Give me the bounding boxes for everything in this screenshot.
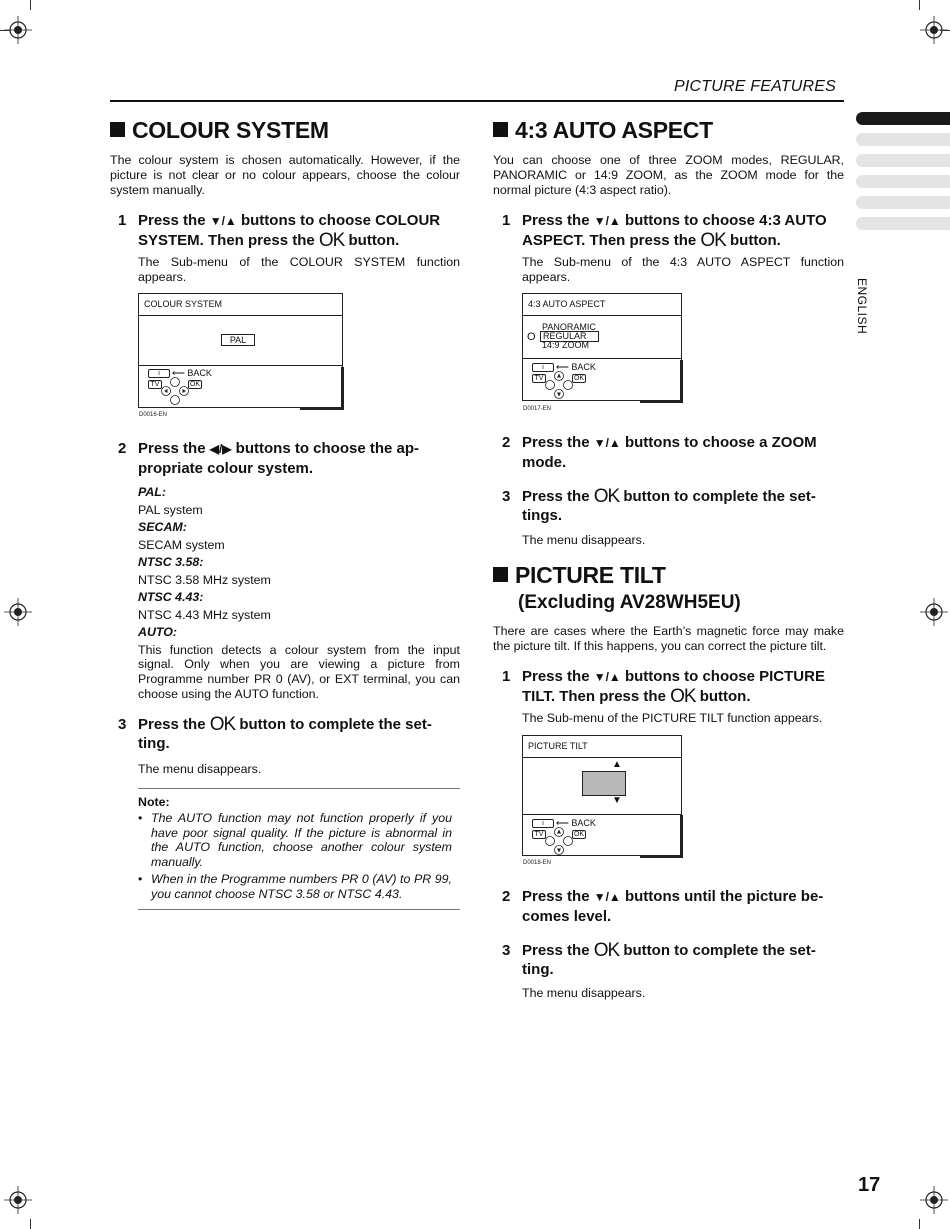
tv-button-icon: TV — [532, 830, 546, 839]
direction-pad-icon — [161, 377, 189, 405]
picture-tilt-heading: PICTURE TILT — [493, 562, 666, 589]
option-term: AUTO: — [138, 625, 178, 639]
chapter-tab — [856, 154, 950, 167]
option-desc: NTSC 4.43 MHz system — [138, 607, 271, 622]
crop-mark — [940, 30, 950, 31]
tv-button-icon: TV — [148, 380, 162, 389]
colour-system-heading: COLOUR SYSTEM — [110, 117, 329, 144]
figure-code: D0016-EN — [139, 412, 168, 418]
chapter-tab — [856, 217, 950, 230]
osd-title: PICTURE TILT — [528, 741, 588, 751]
chapter-tab — [856, 133, 950, 146]
info-button-icon: i — [532, 363, 554, 372]
down-up-arrows-icon: ▼/▲ — [593, 214, 621, 228]
crop-mark — [30, 0, 31, 10]
osd-back-label: ⟵ BACK — [172, 368, 212, 378]
option-term: SECAM: — [138, 520, 187, 534]
auto-aspect-step-1: 1 Press the ▼/▲ buttons to choose 4:3 AUTO ASPECT. Then press the OK button. — [502, 212, 827, 251]
heading-square-icon — [493, 122, 508, 137]
up-arrow-icon: ▲ — [612, 759, 622, 770]
option-desc: SECAM system — [138, 537, 225, 552]
crop-mark — [919, 0, 920, 10]
auto-aspect-step-3: 3 Press the OK button to complete the set- tings. — [502, 486, 816, 524]
down-up-arrows-icon: ▼/▲ — [593, 670, 621, 684]
radio-icon: O — [527, 331, 536, 343]
down-up-arrows-icon: ▼/▲ — [593, 890, 621, 904]
ok-button-icon: OK — [573, 831, 585, 838]
heading-square-icon — [110, 122, 125, 137]
ok-button-icon: OK — [573, 375, 585, 382]
tilt-preview — [582, 771, 626, 796]
ok-button-icon: OK — [593, 486, 620, 507]
osd-option: PANORAMIC — [542, 322, 596, 332]
registration-mark-icon — [4, 598, 32, 626]
ok-button-icon: OK — [593, 940, 620, 961]
auto-aspect-step-3-body: The menu disappears. — [522, 533, 646, 547]
colour-system-options-list — [138, 485, 460, 702]
picture-tilt-step-1-body: The Sub-menu of the PICTURE TILT function appears. — [522, 711, 823, 725]
colour-system-step-3-body: The menu disappears. — [138, 762, 262, 776]
picture-tilt-osd — [522, 735, 682, 856]
option-term: NTSC 3.58: — [138, 555, 204, 569]
osd-back-label: ⟵ BACK — [556, 818, 596, 828]
picture-tilt-step-2: 2 Press the ▼/▲ buttons until the picture be- comes level. — [502, 888, 824, 925]
auto-aspect-osd — [522, 293, 682, 401]
colour-system-step-2: 2 Press the ◀/▶ buttons to choose the ap- propriate colour system. — [118, 440, 420, 477]
option-desc: PAL system — [138, 502, 203, 517]
page-number: 17 — [858, 1174, 881, 1196]
colour-system-step-3: 3 Press the OK button to complete the set- ting. — [118, 714, 432, 752]
down-arrow-icon: ▼ — [612, 795, 622, 806]
down-up-arrows-icon: ▼/▲ — [593, 436, 621, 450]
down-up-arrows-icon: ▼/▲ — [209, 214, 237, 228]
note-item: • The AUTO function may not function properly if you have poor signal quality. If the picture is abnormal in the AUTO function, choose another colour system manually. — [138, 811, 452, 869]
option-desc: This function detects a colour system from the input signal. Only when you are viewing a picture from Programme number PR 0 (AV), or EXT terminal, you can choose using the AUTO function. — [138, 642, 460, 701]
osd-option-selected: REGULAR — [540, 331, 599, 342]
direction-pad-icon — [545, 371, 573, 399]
colour-system-osd — [138, 293, 343, 408]
tv-button-icon: TV — [532, 374, 546, 383]
left-right-arrows-icon: ◀/▶ — [209, 442, 232, 456]
ok-button-icon: OK — [189, 381, 201, 388]
picture-tilt-step-3: 3 Press the OK button to complete the set- ting. — [502, 940, 816, 978]
page-header-title: PICTURE FEATURES — [673, 78, 836, 95]
option-term: NTSC 4.43: — [138, 590, 204, 604]
osd-selected-value: PAL — [221, 334, 255, 346]
osd-title: 4:3 AUTO ASPECT — [528, 299, 606, 309]
crop-mark — [30, 1219, 31, 1229]
crop-mark — [919, 1219, 920, 1229]
page-header — [110, 78, 844, 102]
osd-title: COLOUR SYSTEM — [144, 299, 223, 309]
crop-mark — [0, 30, 10, 31]
auto-aspect-heading: 4:3 AUTO ASPECT — [493, 117, 713, 144]
chapter-tab-active — [856, 112, 950, 125]
osd-back-label: ⟵ BACK — [556, 362, 596, 372]
chapter-tab — [856, 196, 950, 209]
auto-aspect-step-2: 2 Press the ▼/▲ buttons to choose a ZOOM mode. — [502, 434, 817, 471]
language-label: ENGLISH — [855, 278, 869, 335]
option-term: PAL: — [138, 485, 166, 499]
figure-code: D0017-EN — [523, 406, 552, 412]
info-button-icon: i — [532, 819, 554, 828]
colour-system-step-1-body: The Sub-menu of the COLOUR SYSTEM function appears. — [138, 255, 460, 284]
figure-code: D0018-EN — [523, 860, 552, 866]
auto-aspect-intro: You can choose one of three ZOOM modes, REGULAR, PANORAMIC or 14:9 ZOOM, as the ZOOM mode for the normal picture (4:3 aspect ratio). — [493, 153, 844, 197]
note-box — [138, 788, 460, 910]
chapter-tabs — [856, 112, 950, 238]
ok-button-icon: OK — [700, 230, 726, 251]
ok-button-icon: OK — [670, 686, 696, 707]
auto-aspect-step-1-body: The Sub-menu of the 4:3 AUTO ASPECT function appears. — [522, 255, 844, 284]
colour-system-intro: The colour system is chosen automatically. However, if the picture is not clear or no colour appears, choose the colour system manually. — [110, 153, 460, 197]
picture-tilt-step-3-body: The menu disappears. — [522, 986, 646, 1000]
ok-button-icon: OK — [209, 714, 236, 735]
direction-pad-icon — [545, 827, 573, 855]
heading-square-icon — [493, 567, 508, 582]
picture-tilt-intro: There are cases where the Earth’s magnetic force may make the picture tilt. If this happens, you can correct the picture tilt. — [493, 624, 844, 653]
picture-tilt-step-1: 1 Press the ▼/▲ buttons to choose PICTURE TILT. Then press the OK button. — [502, 668, 825, 707]
osd-option: 14:9 ZOOM — [542, 340, 590, 350]
registration-mark-icon — [4, 1186, 32, 1214]
note-item: • When in the Programme numbers PR 0 (AV) to PR 99, you cannot choose NTSC 3.58 or NTSC 4.43. — [138, 872, 452, 901]
option-desc: NTSC 3.58 MHz system — [138, 572, 271, 587]
picture-tilt-subheading: (Excluding AV28WH5EU) — [518, 592, 741, 613]
registration-mark-icon — [920, 598, 948, 626]
info-button-icon: i — [148, 369, 170, 378]
ok-button-icon: OK — [318, 230, 345, 251]
chapter-tab — [856, 175, 950, 188]
note-title: Note: — [138, 795, 170, 809]
registration-mark-icon — [920, 1186, 948, 1214]
colour-system-step-1: 1 Press the ▼/▲ buttons to choose COLOUR SYSTEM. Then press the OK button. — [118, 212, 441, 251]
